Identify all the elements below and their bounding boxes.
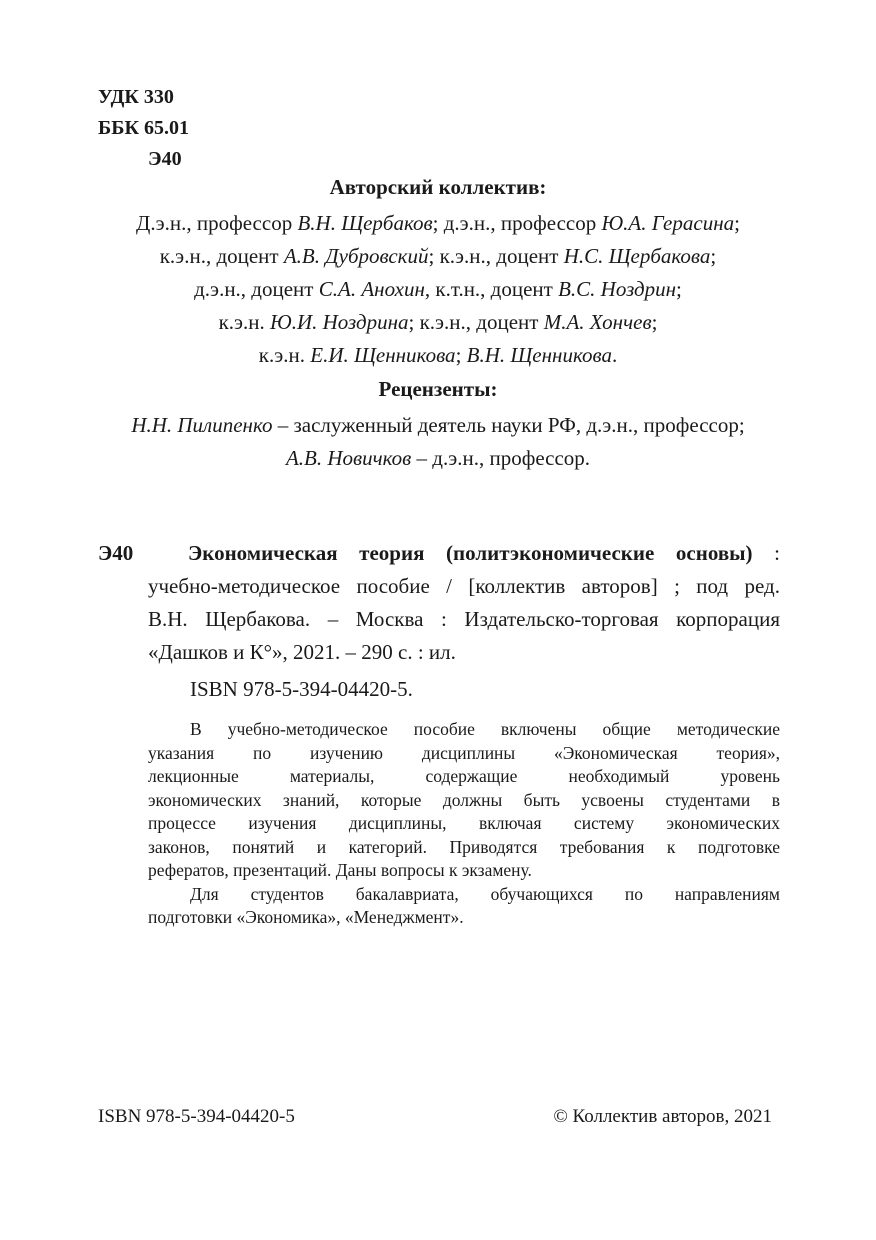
author-name: Ю.И. Ноздрина: [270, 310, 409, 334]
separator: ;: [455, 343, 467, 367]
reviewer-credentials: – д.э.н., профессор.: [411, 446, 591, 470]
annotation-line: рефератов, презентаций. Даны вопросы к экзамену.: [148, 860, 532, 880]
authors-line: [60, 306, 816, 339]
separator: ;: [651, 310, 658, 334]
author-name: Ю.А. Герасина: [601, 211, 735, 235]
annotation-line: законов, понятий и категорий. Приводятся требования к подготовке: [148, 836, 780, 857]
biblio-line: «Дашков и К°», 2021. – 290 с. : ил.: [148, 640, 456, 664]
author-degree: ; к.э.н., доцент: [408, 310, 544, 334]
author-degree: Д.э.н., профессор: [136, 211, 298, 235]
author-degree: к.э.н.: [258, 343, 311, 367]
biblio-isbn: ISBN 978-5-394-04420-5.: [190, 677, 413, 701]
author-name: В.Н. Щенникова: [466, 343, 612, 367]
reviewer-name: А.В. Новичков: [285, 446, 412, 470]
author-name: А.В. Дубровский: [283, 244, 429, 268]
biblio-title-line: [188, 537, 780, 570]
biblio-line: В.Н. Щербакова. – Москва : Издательско-торговая корпорация: [148, 607, 780, 631]
reviewers-heading: Рецензенты:: [378, 377, 498, 401]
annotation-line: В учебно-методическое пособие включены общие методические: [190, 719, 780, 739]
udk-code: УДК 330: [98, 86, 174, 108]
book-title: Экономическая теория (политэкономические основы): [188, 541, 753, 565]
annotation-line: экономических знаний, которые должны быть усвоены студентами в: [148, 789, 780, 810]
bbk-code: ББК 65.01: [98, 117, 189, 139]
authors-list: [60, 207, 816, 372]
reviewer-name: Н.Н. Пилипенко: [131, 413, 273, 437]
author-name: В.С. Ноздрин: [558, 277, 677, 301]
reviewer-credentials: – заслуженный деятель науки РФ, д.э.н., профессор;: [272, 413, 745, 437]
author-name: Е.И. Щенникова: [310, 343, 456, 367]
biblio-author-mark: Э40: [98, 541, 134, 565]
copyright-notice: © Коллектив авторов, 2021: [553, 1106, 772, 1127]
authors-line: [60, 240, 816, 273]
authors-line: [60, 339, 816, 372]
annotation-line: указания по изучению дисциплины «Экономическая теория»,: [148, 742, 780, 763]
author-name: С.А. Анохин: [318, 277, 425, 301]
author-name: М.А. Хончев: [543, 310, 652, 334]
author-degree: д.э.н., доцент: [194, 277, 319, 301]
separator: ;: [676, 277, 682, 301]
annotation: [148, 718, 780, 930]
author-degree: , к.т.н., доцент: [424, 277, 559, 301]
reviewer-line: [60, 409, 816, 442]
author-degree: к.э.н., доцент: [159, 244, 284, 268]
author-name: Н.С. Щербакова: [563, 244, 711, 268]
biblio-line: учебно-методическое пособие / [коллектив авторов] ; под ред.: [148, 574, 780, 598]
author-mark: Э40: [148, 148, 182, 170]
reviewer-line: [60, 442, 816, 475]
authors-line: [60, 207, 816, 240]
annotation-line: Для студентов бакалавриата, обучающихся по направлениям: [190, 883, 780, 904]
classification-codes: [98, 82, 189, 175]
separator: ;: [734, 211, 740, 235]
bibliographic-record: [98, 537, 780, 669]
biblio-description: [148, 570, 780, 669]
author-degree: ; д.э.н., профессор: [432, 211, 602, 235]
annotation-line: процессе изучения дисциплины, включая систему экономических: [148, 813, 780, 833]
authors-line: [60, 273, 816, 306]
author-name: В.Н. Щербаков: [297, 211, 433, 235]
separator: :: [752, 541, 780, 565]
author-degree: ; к.э.н., доцент: [428, 244, 564, 268]
footer-isbn: ISBN 978-5-394-04420-5: [98, 1106, 295, 1127]
separator: .: [611, 343, 618, 367]
reviewers-list: [60, 409, 816, 475]
author-degree: к.э.н.: [218, 310, 271, 334]
annotation-line: лекционные материалы, содержащие необходимый уровень: [148, 766, 780, 786]
separator: ;: [710, 244, 717, 268]
authors-heading: Авторский коллектив:: [329, 175, 547, 199]
annotation-line: подготовки «Экономика», «Менеджмент».: [148, 907, 464, 927]
